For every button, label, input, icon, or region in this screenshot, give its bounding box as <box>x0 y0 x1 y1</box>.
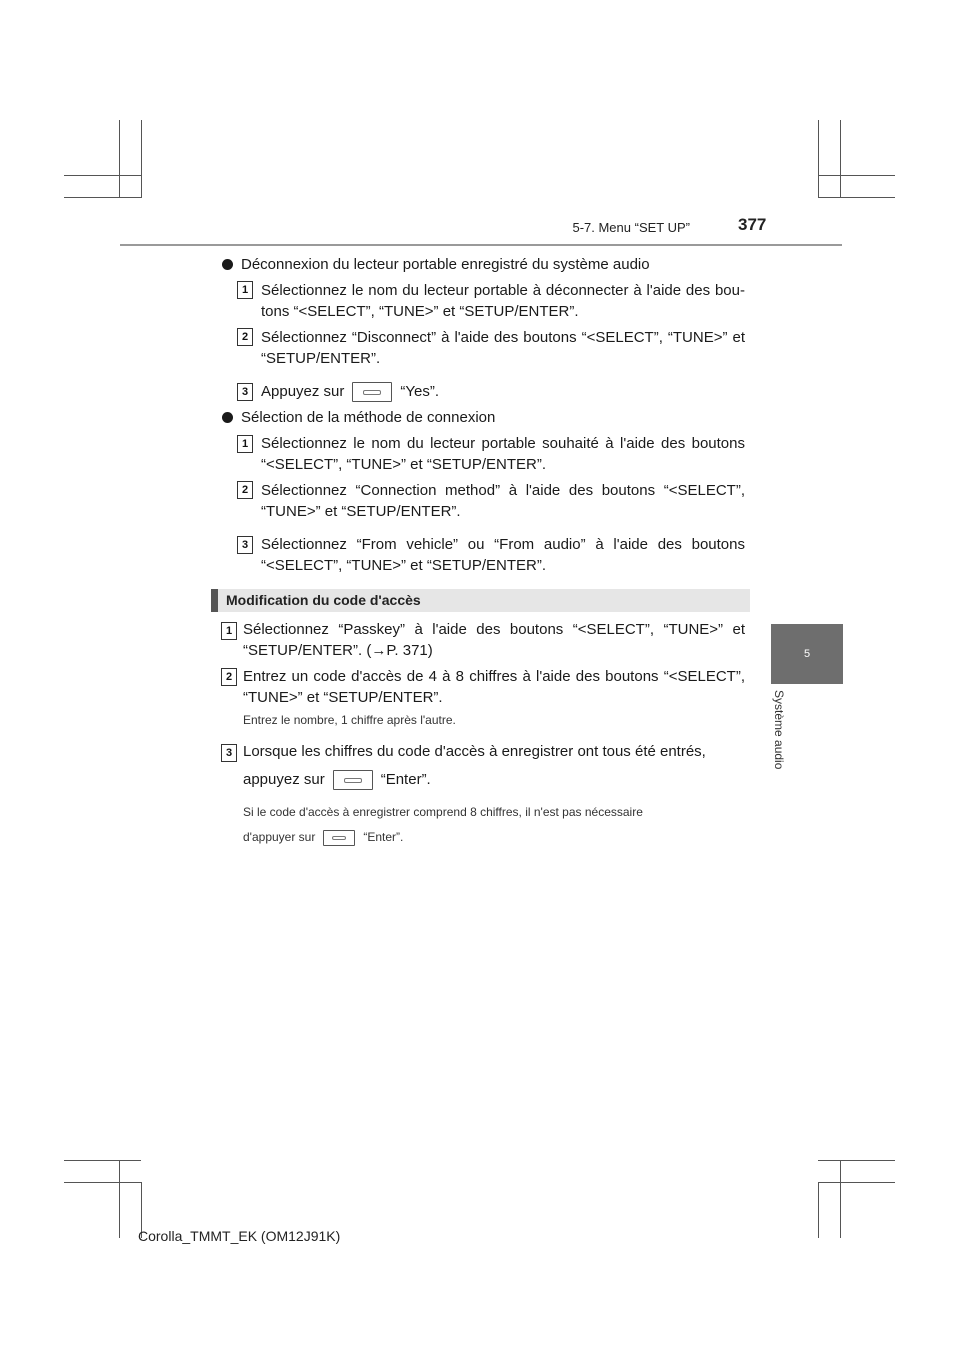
step-text: Lorsque les chiffres du code d'accès à enregistrer ont tous été entrés, appuyez sur “Enter”. <box>243 738 745 794</box>
document-id: Corolla_TMMT_EK (OM12J91K) <box>138 1228 341 1244</box>
step-number: 3 <box>237 536 253 554</box>
step-number: 3 <box>237 383 253 401</box>
step-note: Entrez le nombre, 1 chiffre après l'autre. <box>243 713 456 727</box>
running-header-section: 5-7. Menu “SET UP” <box>572 220 690 235</box>
chapter-tab-label: Système audio <box>772 690 786 770</box>
screen-button-icon <box>352 382 392 402</box>
section-heading-bar <box>211 589 218 612</box>
screen-button-icon <box>333 770 373 790</box>
step-number: 1 <box>221 622 237 640</box>
screen-button-icon <box>323 830 355 846</box>
bullet-heading: Sélection de la méthode de connexion <box>222 409 495 426</box>
step-number: 1 <box>237 281 253 299</box>
step-text: Sélectionnez “Disconnect” à l'aide des boutons “<SELECT”, “TUNE>” et “SETUP/ENTER”. <box>261 329 745 367</box>
step-text: Sélectionnez “Connection method” à l'aide des boutons “<SELECT”, “TUNE>” et “SETUP/ENTER”. <box>261 482 745 520</box>
step-text: Sélectionnez “From vehicle” ou “From audio” à l'aide des boutons “<SELECT”, “TUNE>” et “SETUP/ENTER”. <box>261 536 745 574</box>
step-text: Sélectionnez le nom du lecteur portable souhaité à l'aide des boutons “<SELECT”, “TUNE>” et “SETUP/ENTER”. <box>261 435 745 473</box>
step-number: 2 <box>221 668 237 686</box>
header-rule <box>120 244 842 246</box>
step-text: Sélectionnez “Passkey” à l'aide des boutons “<SELECT”, “TUNE>” et “SETUP/ENTER”. (→P. 371) <box>243 621 745 659</box>
chapter-tab: 5 <box>771 624 843 684</box>
step-number: 2 <box>237 328 253 346</box>
step-number: 2 <box>237 481 253 499</box>
step-number: 3 <box>221 744 237 762</box>
step-text: Entrez un code d'accès de 4 à 8 chiffres à l'aide des boutons “<SELECT”, “TUNE>” et “SETUP/ENTER”. <box>243 668 745 706</box>
section-heading <box>211 589 750 612</box>
bullet-heading: Déconnexion du lecteur portable enregistré du système audio <box>222 256 650 273</box>
step-note: Si le code d'accès à enregistrer comprend 8 chiffres, il n'est pas nécessaire d'appuyer sur “Enter”. <box>243 805 643 844</box>
bullet-icon <box>222 412 233 423</box>
section-title: Modification du code d'accès <box>226 592 421 608</box>
bullet-icon <box>222 259 233 270</box>
page-number: 377 <box>738 215 767 234</box>
step-number: 1 <box>237 435 253 453</box>
step-text: Appuyez sur “Yes”. <box>261 381 745 402</box>
step-text: Sélectionnez le nom du lecteur portable à déconnecter à l'aide des bou- tons “<SELECT”, “TUNE>” et “SETUP/ENTER”. <box>261 282 745 320</box>
